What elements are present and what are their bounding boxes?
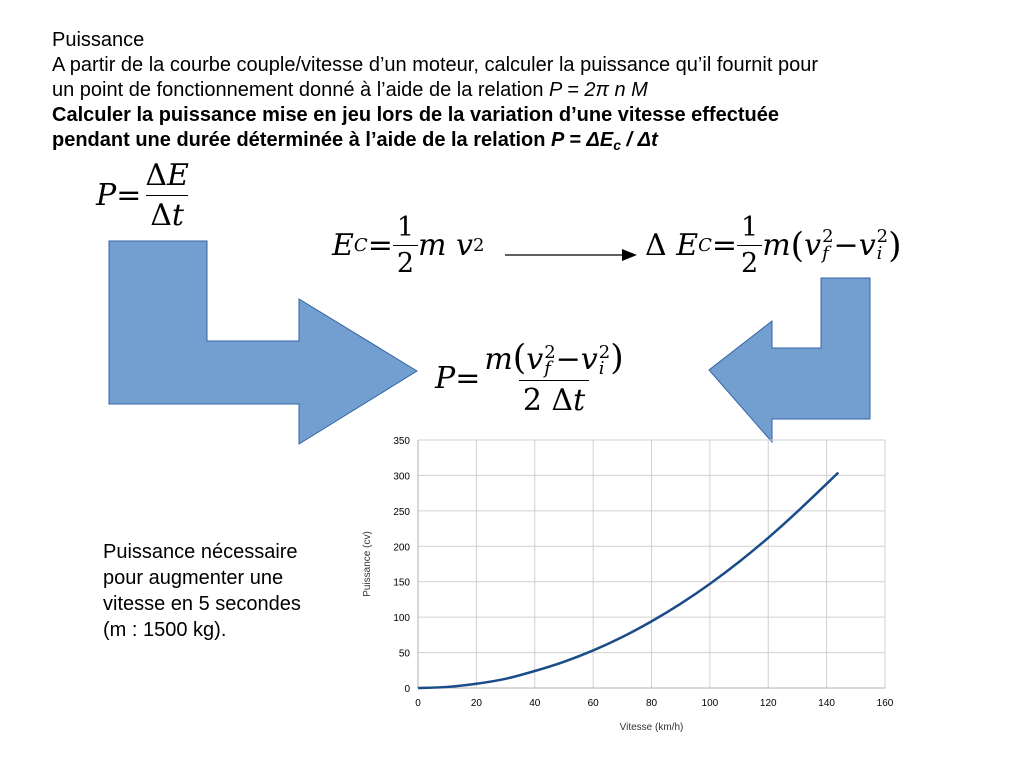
- y-tick-label: 200: [393, 542, 410, 554]
- x-axis-label: Vitesse (km/h): [619, 722, 684, 733]
- x-tick-label: 60: [587, 698, 599, 709]
- power-speed-chart: [362, 436, 894, 733]
- chart-grid: [418, 440, 885, 688]
- x-tick-label: 20: [470, 698, 482, 709]
- caption-line-3: vitesse en 5 secondes: [103, 593, 301, 615]
- caption-line-2: pour augmenter une: [103, 567, 284, 589]
- big-arrow-right: [709, 278, 870, 442]
- x-tick-label: 0: [415, 698, 421, 709]
- caption-line-1: Puissance nécessaire: [103, 541, 298, 563]
- y-axis-label: Puissance (cv): [362, 531, 373, 597]
- y-axis-ticks: [393, 436, 410, 695]
- objective-2-line-1: Calculer la puissance mise en jeu lors de la variation d’une vitesse effectuée: [52, 104, 779, 126]
- chart-caption: [103, 539, 301, 643]
- objective-1-line-2: un point de fonctionnement donné à l’aide de la relation P = 2π n M: [52, 79, 648, 101]
- formula-kinetic-energy-variation: Δ E C = $\frac{1}{2}$ m ( v 2 f − v 2 i ): [645, 212, 902, 279]
- y-tick-label: 350: [393, 436, 410, 447]
- series-line: [418, 473, 838, 688]
- x-tick-label: 140: [818, 698, 835, 709]
- objective-1-line-1: A partir de la courbe couple/vitesse d’un moteur, calculer la puissance qu’il fournit pour: [52, 54, 818, 76]
- section-title: Puissance: [52, 29, 145, 51]
- x-axis-ticks: [415, 698, 894, 709]
- objective-2-line-2: pendant une durée déterminée à l’aide de la relation $P = \Delta E_c / \Delta t$: [52, 129, 658, 153]
- x-tick-label: 40: [529, 698, 541, 709]
- y-tick-label: 150: [393, 577, 410, 589]
- x-tick-label: 160: [876, 698, 894, 709]
- y-tick-label: 300: [393, 471, 410, 483]
- relation-delta-ec: $P = \Delta E_c / \Delta t$: [551, 129, 658, 153]
- y-tick-label: 100: [393, 613, 410, 625]
- formula-power-result: P = m(v 2 f −v 2 i ) 2 Δt: [435, 338, 624, 418]
- y-tick-label: 0: [404, 684, 410, 695]
- x-tick-label: 100: [701, 698, 719, 709]
- x-tick-label: 120: [759, 698, 777, 709]
- formula-kinetic-energy: E C = $\frac{1}{2}$ m v 2: [332, 212, 485, 279]
- formula-power-definition: P = $\frac{\Delta E}{\Delta t}$: [96, 158, 189, 233]
- x-tick-label: 80: [645, 698, 658, 709]
- caption-line-4: (m : 1500 kg).: [103, 619, 227, 641]
- connector-arrowhead: [622, 249, 637, 261]
- y-tick-label: 250: [393, 506, 410, 518]
- relation-2pinm: P = 2π n M: [549, 79, 648, 101]
- y-tick-label: 50: [398, 648, 410, 660]
- big-arrow-left: [109, 241, 417, 444]
